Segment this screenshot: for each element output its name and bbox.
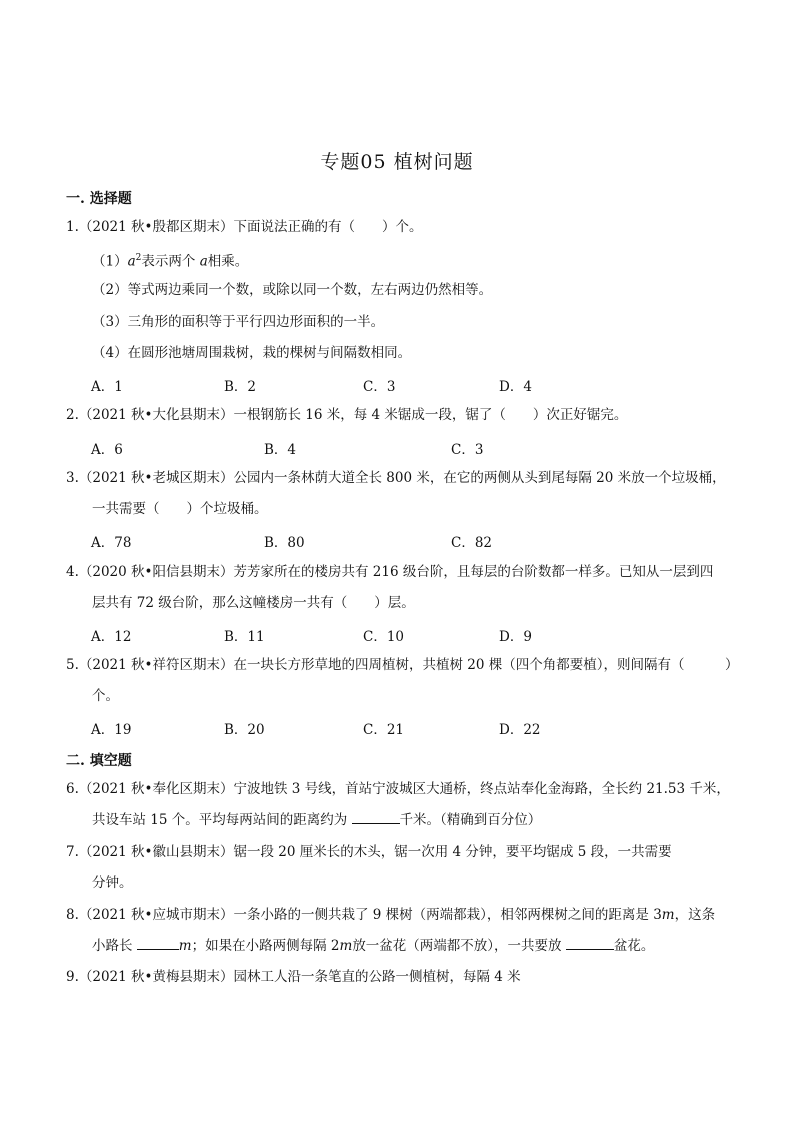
question-1-option-a: A．1 [91, 379, 123, 395]
question-4-continuation: 层共有 72 级台阶，那么这幢楼房一共有（ ）层。 [92, 595, 415, 611]
section-heading-fill: 二. 填空题 [66, 753, 132, 769]
question-5-stem: 5.（2021 秋•祥符区期末）在一块长方形草地的四周植树，共植树 20 棵（四个角都要植），则间隔有（ ） [66, 657, 739, 673]
answer-blank [566, 937, 614, 950]
section-heading-choice: 一. 选择题 [66, 191, 132, 207]
question-5-option-d: D．22 [499, 722, 541, 738]
answer-blank [137, 937, 179, 950]
question-1-option-d: D．4 [499, 379, 532, 395]
question-1-statement-1: $(1)a^2$表示两个 a相乘。 [92, 253, 249, 270]
question-8-stem: 8.（2021 秋•应城市期末）一条小路的一侧共栽了 9 棵树（两端都栽），相邻两棵树之间的距离是 3m，这条 [66, 907, 716, 923]
question-1-statement-4: （4）在圆形池塘周围栽树，栽的棵树与间隔数相同。 [92, 345, 412, 361]
question-4-option-a: A．12 [91, 629, 132, 645]
question-2-option-a: A．6 [91, 442, 123, 458]
question-1-stem: 1.（2021 秋•殷都区期末）下面说法正确的有（ ）个。 [66, 219, 423, 235]
question-3-option-a: A．78 [91, 535, 132, 551]
question-5-option-a: A．19 [91, 722, 132, 738]
question-1-option-b: B．2 [224, 379, 257, 395]
question-5-option-b: B．20 [224, 722, 265, 738]
question-2-option-c: C．3 [451, 442, 484, 458]
question-6-continuation: 共设车站 15 个。平均每两站间的距离约为 千米。（精确到百分位） [92, 812, 542, 828]
question-2-option-b: B．4 [264, 442, 297, 458]
question-1-statement-3: （3）三角形的面积等于平行四边形面积的一半。 [92, 314, 385, 330]
question-7-continuation: 分钟。 [92, 875, 133, 891]
question-7-stem: 7.（2021 秋•徽山县期末）锯一段 20 厘米长的木头，锯一次用 4 分钟，要平均锯成 5 段，一共需要 [66, 844, 672, 860]
answer-blank [352, 811, 400, 824]
question-5-option-c: C．21 [363, 722, 405, 738]
question-4-option-d: D．9 [499, 629, 532, 645]
question-2-stem: 2.（2021 秋•大化县期末）一根钢筋长 16 米，每 4 米锯成一段，锯了（ ）次正好锯完。 [66, 407, 628, 423]
question-3-stem: 3.（2021 秋•老城区期末）公园内一条林荫大道全长 800 米，在它的两侧从头到尾每隔 20 米放一个垃圾桶， [66, 470, 726, 486]
question-4-stem: 4.（2020 秋•阳信县期末）芳芳家所在的楼房共有 216 级台阶，且每层的台阶数都一样多。已知从一层到四 [66, 564, 714, 580]
page-title: 专题05 植树问题 [320, 151, 474, 173]
question-3-option-b: B．80 [264, 535, 305, 551]
question-1-option-c: C．3 [363, 379, 396, 395]
question-5-continuation: 个。 [92, 688, 119, 704]
question-1-statement-2: （2）等式两边乘同一个数，或除以同一个数，左右两边仍然相等。 [92, 282, 493, 298]
question-4-option-c: C．10 [363, 629, 405, 645]
question-9-stem: 9.（2021 秋•黄梅县期末）园林工人沿一条笔直的公路一侧植树，每隔 4 米 [66, 969, 521, 985]
question-6-stem: 6.（2021 秋•奉化区期末）宁波地铁 3 号线，首站宁波城区大通桥，终点站奉化金海路，全长约 21.53 千米， [66, 781, 730, 797]
question-3-continuation: 一共需要（ ）个垃圾桶。 [92, 501, 268, 517]
question-4-option-b: B．11 [224, 629, 265, 645]
question-8-continuation: 小路长 m；如果在小路两侧每隔 2m放一盆花（两端都不放），一共要放 盆花。 [92, 938, 655, 954]
question-3-option-c: C．82 [451, 535, 493, 551]
